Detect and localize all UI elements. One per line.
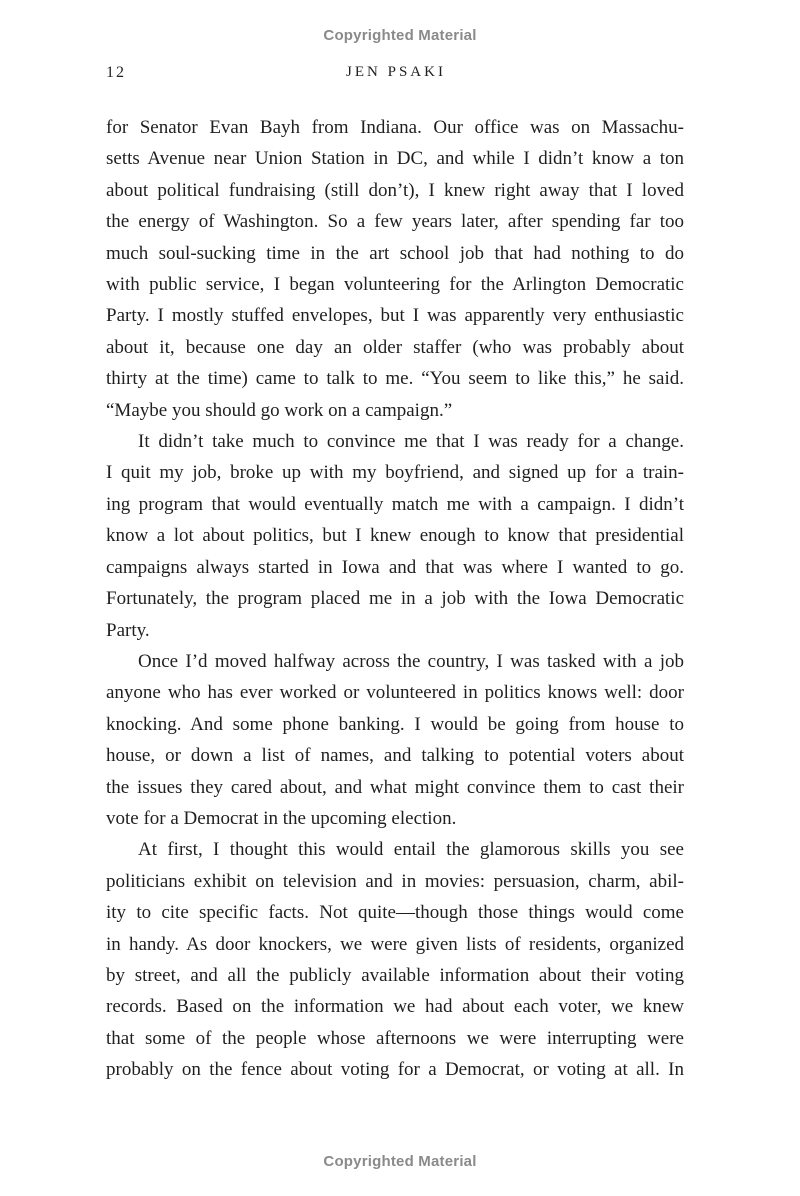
text-line: know a lot about politics, but I knew enough to know that presidential xyxy=(106,525,684,547)
text-line: the issues they cared about, and what might convince them to cast their xyxy=(106,776,684,798)
text-line: Once I’d moved halfway across the country, I was tasked with a job xyxy=(138,650,684,672)
text-line: by street, and all the publicly available information about their voting xyxy=(106,964,684,986)
text-line: Fortunately, the program placed me in a job with the Iowa Democratic xyxy=(106,588,684,610)
text-line: about political fundraising (still don’t), I knew right away that I loved xyxy=(106,179,684,201)
text-line: I quit my job, broke up with my boyfriend, and signed up for a train- xyxy=(106,462,684,484)
text-line: setts Avenue near Union Station in DC, and while I didn’t know a ton xyxy=(106,148,684,170)
text-line: At first, I thought this would entail the glamorous skills you see xyxy=(138,839,684,861)
text-line: “Maybe you should go work on a campaign.” xyxy=(106,399,453,421)
text-line: probably on the fence about voting for a Democrat, or voting at all. In xyxy=(106,1059,684,1081)
text-line: ing program that would eventually match me with a campaign. I didn’t xyxy=(106,493,684,515)
text-line: anyone who has ever worked or volunteered in politics knows well: door xyxy=(106,682,684,704)
text-line: the energy of Washington. So a few years later, after spending far too xyxy=(106,211,684,233)
running-title: JEN PSAKI xyxy=(346,64,446,80)
text-line: Party. xyxy=(106,619,150,641)
text-line: for Senator Evan Bayh from Indiana. Our office was on Massachu- xyxy=(106,117,684,138)
text-line: with public service, I began volunteering for the Arlington Democratic xyxy=(106,274,684,296)
text-line: house, or down a list of names, and talking to potential voters about xyxy=(106,745,684,767)
text-line: Party. I mostly stuffed envelopes, but I was apparently very enthusiastic xyxy=(106,305,684,327)
text-line: about it, because one day an older staffer (who was probably about xyxy=(106,336,684,358)
paragraph xyxy=(106,426,684,646)
text-line: vote for a Democrat in the upcoming election. xyxy=(106,807,457,829)
copyright-watermark-bottom: Copyrighted Material xyxy=(323,1153,477,1170)
paragraph xyxy=(106,646,684,834)
page-number: 12 xyxy=(106,64,126,81)
copyright-watermark-top: Copyrighted Material xyxy=(323,27,477,44)
text-line: It didn’t take much to convince me that I was ready for a change. xyxy=(138,431,684,453)
text-line: much soul-sucking time in the art school job that had nothing to do xyxy=(106,242,684,264)
text-line: ity to cite specific facts. Not quite—though those things would come xyxy=(106,902,684,924)
text-line: politicians exhibit on television and in movies: persuasion, charm, abil- xyxy=(106,870,684,892)
text-line: that some of the people whose afternoons we were interrupting were xyxy=(106,1027,684,1049)
body-text xyxy=(106,112,684,1086)
paragraph xyxy=(106,834,684,1085)
text-line: in handy. As door knockers, we were given lists of residents, organized xyxy=(106,933,684,955)
text-line: knocking. And some phone banking. I would be going from house to xyxy=(106,713,684,735)
paragraph xyxy=(106,112,684,426)
running-header xyxy=(106,64,686,88)
text-line: campaigns always started in Iowa and that was where I wanted to go. xyxy=(106,556,684,578)
text-line: records. Based on the information we had about each voter, we knew xyxy=(106,996,684,1018)
text-line: thirty at the time) came to talk to me. “You seem to like this,” he said. xyxy=(106,368,684,390)
